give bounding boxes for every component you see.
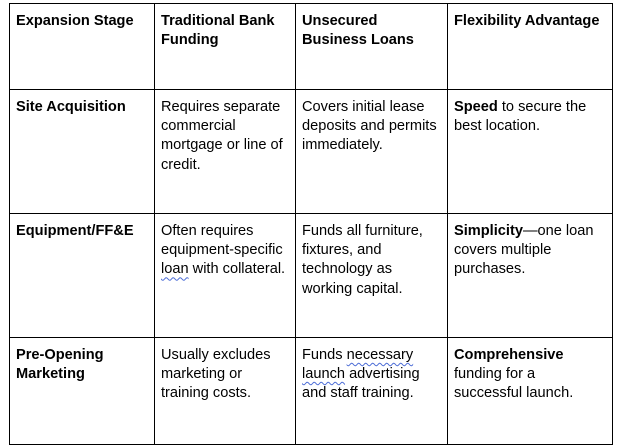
cell-text: Often requires equipment-specific [161,223,283,259]
spellcheck-flagged-word[interactable]: necessary [346,347,414,363]
cell-stage-pre-opening-marketing[interactable]: Pre-Opening Marketing [10,338,155,445]
cell-loan-equipment[interactable]: Funds all furniture, fixtures, and technology as working capital. [296,214,448,338]
cell-loan-site-acquisition[interactable]: Covers initial lease deposits and permits immediately. [296,90,448,214]
cell-loan-pre-opening-marketing[interactable] [296,338,448,445]
cell-text: advertising and staff training. [302,366,420,402]
header-row [10,4,613,90]
table-row [10,214,613,338]
advantage-text: funding for a successful launch. [454,366,574,402]
cell-stage-site-acquisition[interactable]: Site Acquisition [10,90,155,214]
advantage-text: to secure the best location. [454,99,587,135]
table-row [10,90,613,214]
header-cell-traditional-bank-funding[interactable]: Traditional Bank Funding [155,4,296,90]
cell-text: Funds [302,347,347,363]
comparison-table [9,3,613,445]
cell-bank-site-acquisition[interactable]: Requires separate commercial mortgage or line of credit. [155,90,296,214]
header-cell-flexibility-advantage[interactable]: Flexibility Advantage [448,4,613,90]
cell-advantage-equipment[interactable] [448,214,613,338]
advantage-keyword: Simplicity [454,223,523,239]
advantage-keyword: Speed [454,99,498,115]
cell-text: with collateral. [188,261,286,278]
spellcheck-flagged-word[interactable]: loan [161,261,189,278]
advantage-text: —one loan covers multiple purchases. [454,223,594,278]
cell-bank-equipment[interactable] [155,214,296,338]
cell-advantage-site-acquisition[interactable] [448,90,613,214]
cell-bank-pre-opening-marketing[interactable]: Usually excludes marketing or training costs. [155,338,296,445]
header-cell-unsecured-business-loans[interactable]: Unsecured Business Loans [296,4,448,90]
spellcheck-flagged-word[interactable]: launch [302,366,346,383]
table-row [10,338,613,445]
header-cell-expansion-stage[interactable]: Expansion Stage [10,4,155,90]
cell-advantage-pre-opening-marketing[interactable] [448,338,613,445]
advantage-keyword: Comprehensive [454,347,564,363]
cell-stage-equipment[interactable]: Equipment/FF&E [10,214,155,338]
